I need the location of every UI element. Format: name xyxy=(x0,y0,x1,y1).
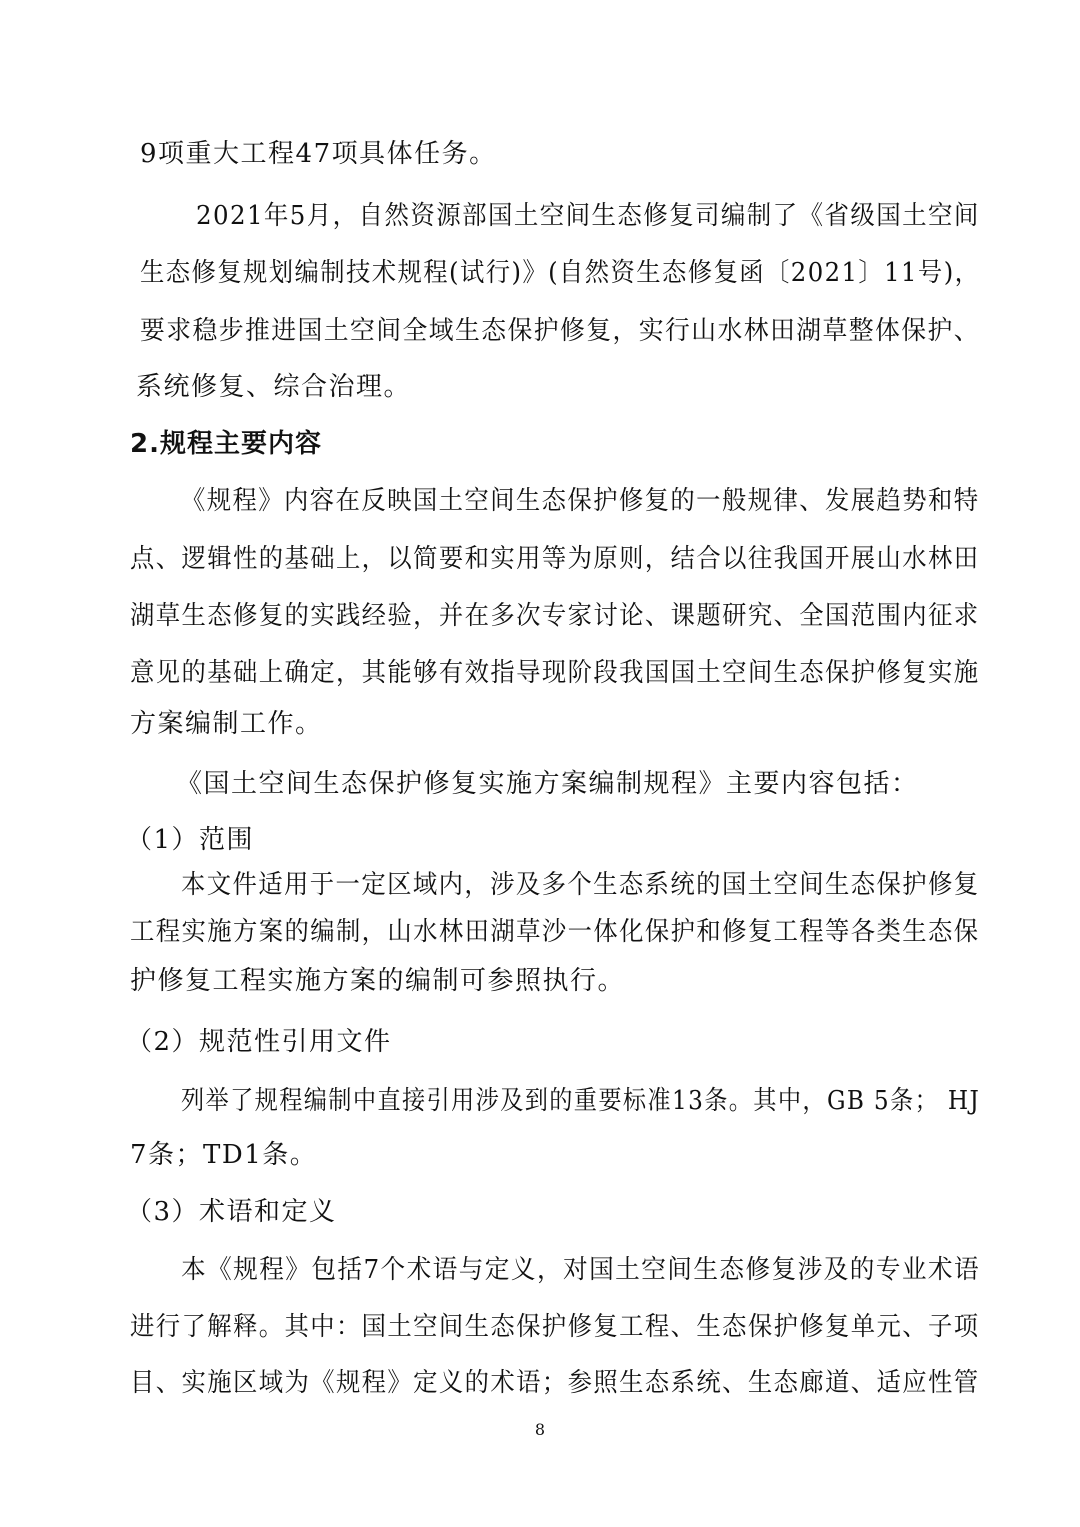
text-line: 生态修复规划编制技术规程(试行)》(自然资生态修复函〔2021〕11号)， xyxy=(140,258,981,288)
subsection-heading: （1）范围 xyxy=(126,825,255,855)
text-line: 目、实施区域为《规程》定义的术语；参照生态系统、生态廊道、适应性管 xyxy=(130,1368,980,1398)
text-line: 进行了解释。其中：国土空间生态保护修复工程、生态保护修复单元、子项 xyxy=(130,1312,980,1342)
text-line: 要求稳步推进国土空间全域生态保护修复，实行山水林田湖草整体保护、 xyxy=(140,316,980,346)
subsection-heading: （3）术语和定义 xyxy=(126,1197,337,1227)
text-line: 意见的基础上确定，其能够有效指导现阶段我国国土空间生态保护修复实施 xyxy=(130,658,980,688)
subsection-heading: （2）规范性引用文件 xyxy=(126,1027,392,1057)
page-number: 8 xyxy=(534,1420,546,1439)
text-line: 本文件适用于一定区域内，涉及多个生态系统的国土空间生态保护修复 xyxy=(181,870,980,900)
text-line: 9项重大工程47项具体任务。 xyxy=(140,139,497,169)
text-line: 方案编制工作。 xyxy=(130,709,323,739)
text-line: 《规程》内容在反映国土空间生态保护修复的一般规律、发展趋势和特 xyxy=(181,486,980,516)
text-line: 工程实施方案的编制，山水林田湖草沙一体化保护和修复工程等各类生态保 xyxy=(130,917,980,947)
section-heading: 2.规程主要内容 xyxy=(130,429,322,459)
text-line: 系统修复、综合治理。 xyxy=(136,372,412,402)
text-line: 列举了规程编制中直接引用涉及到的重要标准13条。其中，GB 5条； HJ xyxy=(181,1086,981,1116)
text-line: 护修复工程实施方案的编制可参照执行。 xyxy=(130,966,626,996)
text-line: 湖草生态修复的实践经验，并在多次专家讨论、课题研究、全国范围内征求 xyxy=(130,601,980,631)
text-line: 7条；TD1条。 xyxy=(130,1140,318,1170)
text-line: 点、逻辑性的基础上，以简要和实用等为原则，结合以往我国开展山水林田 xyxy=(130,544,980,574)
text-line: 《国土空间生态保护修复实施方案编制规程》主要内容包括： xyxy=(176,769,919,799)
text-line: 本《规程》包括7个术语与定义，对国土空间生态修复涉及的专业术语 xyxy=(181,1255,981,1285)
text-line: 2021年5月，自然资源部国土空间生态修复司编制了《省级国土空间 xyxy=(196,201,980,231)
